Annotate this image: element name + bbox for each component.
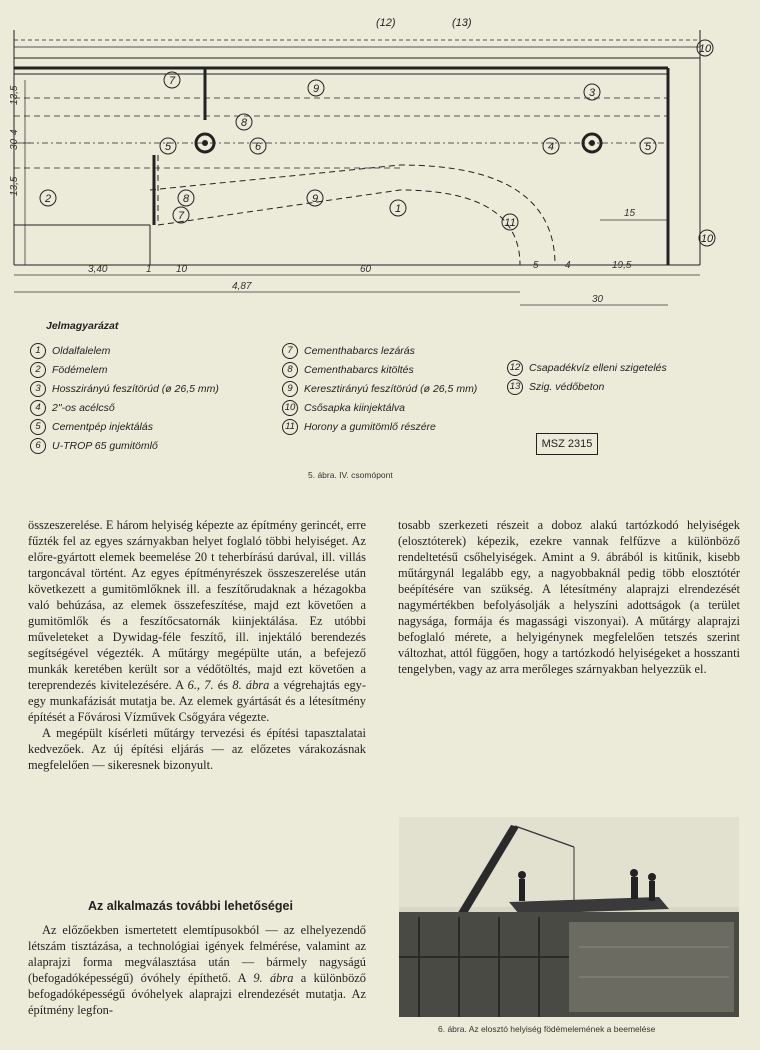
callout-label: 8 — [240, 117, 248, 129]
dimension-label: 10 — [176, 264, 188, 275]
left-p3-a: Az előzőekben ismertetett elemtípusokból — az elhelyezendő létszám tisztázása, a technológiai igények felmérése, valamint az alaprajzi forma megválasztása után — bármely nagyságú (befogadóképességű) óvóhely építhető. A — [28, 923, 366, 985]
left-paragraph-3 — [28, 922, 366, 1018]
left-p3-b: a különböző befogadóképességű óvóhelyek alaprajzi elrendezését mutatja. Az építmény legfon- — [28, 971, 366, 1017]
dimension-label: 13,5 — [9, 85, 20, 105]
legend-right-item-12 — [507, 360, 667, 376]
left-p1-tail: a végrehajtás egy-egy munkafázisát mutatja be. Az elemek gyártását és a létesítmény építését a Fővárosi Vízművek Csőgyára végezte. — [28, 678, 366, 724]
left-p1-and: és — [217, 678, 229, 692]
legend-number: 13 — [507, 379, 523, 395]
legend-number: 6 — [30, 438, 46, 454]
callout-label: 9 — [311, 193, 319, 205]
dimension-label: 30 — [9, 138, 20, 150]
legend-mid-item-7 — [282, 343, 415, 359]
legend-right-item-13 — [507, 379, 604, 395]
left-p1-text: összeszerelése. E három helyiség képezte az építmény gerincét, erre fűzték fel az egyes szárnyakban helyet foglaló többi helyiséget. Az előre-gyártott elemek beemelése 20 t teherbírású darúval, ill. villás targoncával történt. Az egyes építményrészek összeszerelése után következett a gumitömlőknek ill. a feszítőrudaknak a hézagokba való behúzása, az elemek összefeszítése, majd ezt követően a gumitömlők és a feszítőcsatornák kiinjektálása. Ez utóbbi műveleteket a Dywidag-féle feszítő, ill. injektáló berendezés segítségével végezték. A műtárgy megépülte után, a befejező munkák keretében került sor a védőtöltés, majd ezt követően a tereprendezés kivitelezésére. — [28, 518, 366, 692]
legend-number: 7 — [282, 343, 298, 359]
figure6-caption: 6. ábra. Az elosztó helyiség födémelemének a beemelése — [438, 1024, 656, 1034]
legend-number: 5 — [30, 419, 46, 435]
figure5-drawing — [0, 0, 760, 315]
legend-text: Cementpép injektálás — [52, 421, 153, 433]
legend-number: 11 — [282, 419, 298, 435]
callout-label: 8 — [182, 193, 190, 205]
legend-mid-item-10 — [282, 400, 405, 416]
callout-label: 10 — [698, 43, 712, 55]
left-column — [28, 517, 366, 773]
top-label: (13) — [452, 17, 472, 29]
callout-label: 1 — [394, 203, 402, 215]
dimension-label: 3,40 — [88, 264, 108, 275]
dimension-label: 19,5 — [612, 260, 632, 271]
legend-number: 12 — [507, 360, 523, 376]
dimension-label: 1 — [146, 264, 152, 275]
legend-text: Keresztirányú feszítörúd (ø 26,5 mm) — [304, 383, 478, 395]
legend-text: Oldalfalelem — [52, 345, 111, 357]
slab-outline — [14, 30, 700, 265]
legend-left-item-4 — [30, 400, 115, 416]
dimension-label: 15 — [624, 208, 636, 219]
legend-text: Födémelem — [52, 364, 108, 376]
figure6-photo — [399, 817, 739, 1017]
legend-mid-item-8 — [282, 362, 414, 378]
callout-label: 5 — [164, 141, 172, 153]
legend-text: Cementhabarcs lezárás — [304, 345, 415, 357]
callout-label: 10 — [700, 233, 714, 245]
right-paragraph-1: tosabb szerkezeti részeit a doboz alakú tartózkodó helyiségek (elosztóterek) képezik, ezekre vannak felfűzve a különböző rendeltetésű csőhelyiségek. Amint a 9. ábrából is kitűnik, kisebb műtárgynál legalább egy, a nagyobbaknál pedig több elosztótér beépítésére van szükség. A létesítmény alaprajzi elrendezését nagymértékben befolyásolják a helyszíni adottságok (a terület nagysága, formája és magassági viszonyai). A műtárgy alaprajzi befoglaló mérete, a helyigénynek megfelelően tetszés szerint változhat, attól függően, hogy a tartózkodó helyiségeket a hosszanti tengelyben, vagy az arra merőleges szárnyakban helyezzük el. — [398, 518, 740, 676]
legend-title: Jelmagyarázat — [46, 320, 119, 332]
legend-text: U-TROP 65 gumitömlő — [52, 440, 158, 452]
section-heading: Az alkalmazás további lehetőségei — [88, 899, 293, 913]
left-p1-fig-ref: 6., 7. — [187, 678, 214, 692]
legend-number: 4 — [30, 400, 46, 416]
dimension-label: 4,87 — [232, 281, 252, 292]
callout-label: 5 — [644, 141, 652, 153]
legend-number: 2 — [30, 362, 46, 378]
left-p3-fig-ref: 9. ábra — [253, 971, 294, 985]
legend-mid-item-9 — [282, 381, 477, 397]
legend-number: 9 — [282, 381, 298, 397]
legend-text: Csapadékvíz elleni szigetelés — [529, 362, 667, 374]
legend-number: 3 — [30, 381, 46, 397]
legend-number: 8 — [282, 362, 298, 378]
legend-text: Szig. védőbeton — [529, 381, 605, 393]
callout-label: 7 — [168, 75, 176, 87]
legend-number: 10 — [282, 400, 298, 416]
dimension-label: 13,5 — [9, 176, 20, 196]
callout-label: 6 — [254, 141, 262, 153]
callout-label: 7 — [177, 210, 185, 222]
left-p1-ref-a: A — [175, 678, 184, 692]
legend-mid-item-11 — [282, 419, 436, 435]
dimension-label: 5 — [533, 260, 539, 271]
top-label: (12) — [376, 17, 396, 29]
dimension-label: 4 — [9, 129, 20, 135]
left-paragraph-1 — [28, 517, 366, 725]
legend-left-item-3 — [30, 381, 219, 397]
legend-text: Hosszirányú feszítörúd (ø 26,5 mm) — [52, 383, 219, 395]
legend-number: 1 — [30, 343, 46, 359]
legend-left-item-6 — [30, 438, 158, 454]
legend-left-item-5 — [30, 419, 153, 435]
dimension-label: 30 — [592, 294, 604, 305]
legend-left-item-2 — [30, 362, 107, 378]
legend-text: Horony a gumitömlő részére — [304, 421, 436, 433]
standard-box: MSZ 2315 — [536, 433, 598, 455]
legend-text: Cementhabarcs kitöltés — [304, 364, 414, 376]
legend-text: Csősapka kiinjektálva — [304, 402, 405, 414]
dimension-label: 60 — [360, 264, 372, 275]
dimension-label: 4 — [565, 260, 571, 271]
legend-text: 2"-os acélcső — [52, 402, 115, 414]
callout-label: 4 — [547, 141, 555, 153]
left-column-2 — [28, 922, 366, 1018]
legend-left-item-1 — [30, 343, 110, 359]
figure5-caption: 5. ábra. IV. csomópont — [308, 470, 393, 480]
right-column — [398, 517, 740, 677]
callout-label: 9 — [312, 83, 320, 95]
callout-label: 2 — [44, 193, 52, 205]
dimension-lines — [14, 220, 700, 305]
callout-label: 11 — [504, 217, 516, 229]
left-paragraph-2: A megépült kísérleti műtárgy tervezési és építési tapasztalatai kedvezőek. Az új építési eljárás — az előzetes várakozásnak megfelelően — sikeresnek bizonyult. — [28, 726, 366, 772]
left-p1-fig-ref2: 8. ábra — [232, 678, 270, 692]
callout-label: 3 — [588, 87, 596, 99]
